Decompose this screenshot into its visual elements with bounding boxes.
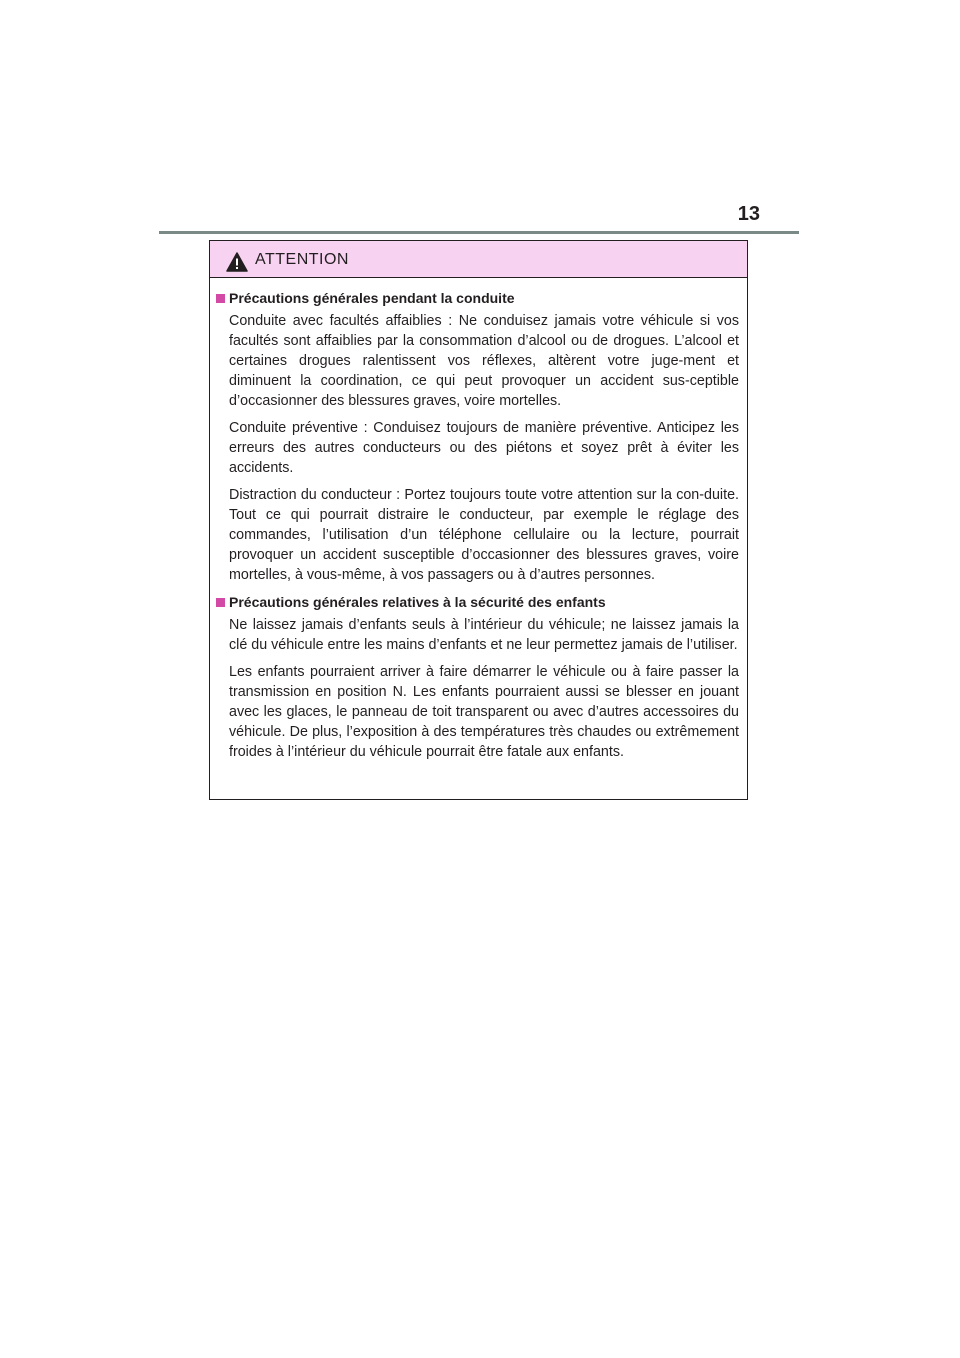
caution-box bbox=[209, 240, 748, 800]
bullet-square-icon bbox=[216, 598, 225, 607]
bullet-square-icon bbox=[216, 294, 225, 303]
paragraph-defensive-driving: Conduite préventive : Conduisez toujours de manière préventive. Anticipez les erreurs des autres conducteurs ou des piétons et soyez prêt à éviter les accidents. bbox=[229, 420, 739, 476]
section-heading-child-safety bbox=[216, 592, 739, 612]
paragraph-impaired-driving: Conduite avec facultés affaiblies : Ne conduisez jamais votre véhicule si vos facultés sont affaiblies par la consommation d’alcool ou de drogues. L’alcool et certaines drogues ralentissent vos réflexes, altèrent votre juge-ment et diminuent la coordination, ce qui peut provoquer un accident sus-ceptible d’occasionner des blessures graves, voire mortelles. bbox=[229, 313, 739, 409]
section-heading-text: Précautions générales pendant la conduite bbox=[229, 290, 515, 306]
paragraph-children-risks: Les enfants pourraient arriver à faire démarrer le véhicule ou à faire passer la transmission en position N. Les enfants pourraient aussi se blesser en jouant avec les glaces, le panneau de toit transparent ou avec d’autres accessoires du véhicule. De plus, l’exposition à des températures très chaudes ou extrêmement froides à l’intérieur du véhicule pourrait être fatale aux enfants. bbox=[229, 664, 739, 760]
caution-body bbox=[210, 278, 747, 762]
paragraph-driver-distraction: Distraction du conducteur : Portez toujours toute votre attention sur la con-duite. Tout ce qui pourrait distraire le conducteur, par exemple le réglage des commandes, l’utilisation d’un téléphone cellulaire ou la lecture, pourrait provoquer un accident susceptible d’occasionner des blessures graves, voire mortelles, à vous-même, à vos passagers ou à d’autres personnes. bbox=[229, 487, 739, 583]
caution-header bbox=[210, 241, 747, 278]
paragraph-children-alone: Ne laissez jamais d’enfants seuls à l’intérieur du véhicule; ne laissez jamais la clé du véhicule entre les mains d’enfants et ne leur permettez jamais de l’utiliser. bbox=[229, 617, 739, 653]
section-heading-driving bbox=[216, 288, 739, 308]
page-number: 13 bbox=[737, 203, 760, 225]
header-rule bbox=[159, 231, 799, 234]
warning-triangle-icon bbox=[226, 252, 248, 272]
section-heading-text: Précautions générales relatives à la sécurité des enfants bbox=[229, 594, 606, 610]
caution-title: ATTENTION bbox=[255, 251, 349, 268]
